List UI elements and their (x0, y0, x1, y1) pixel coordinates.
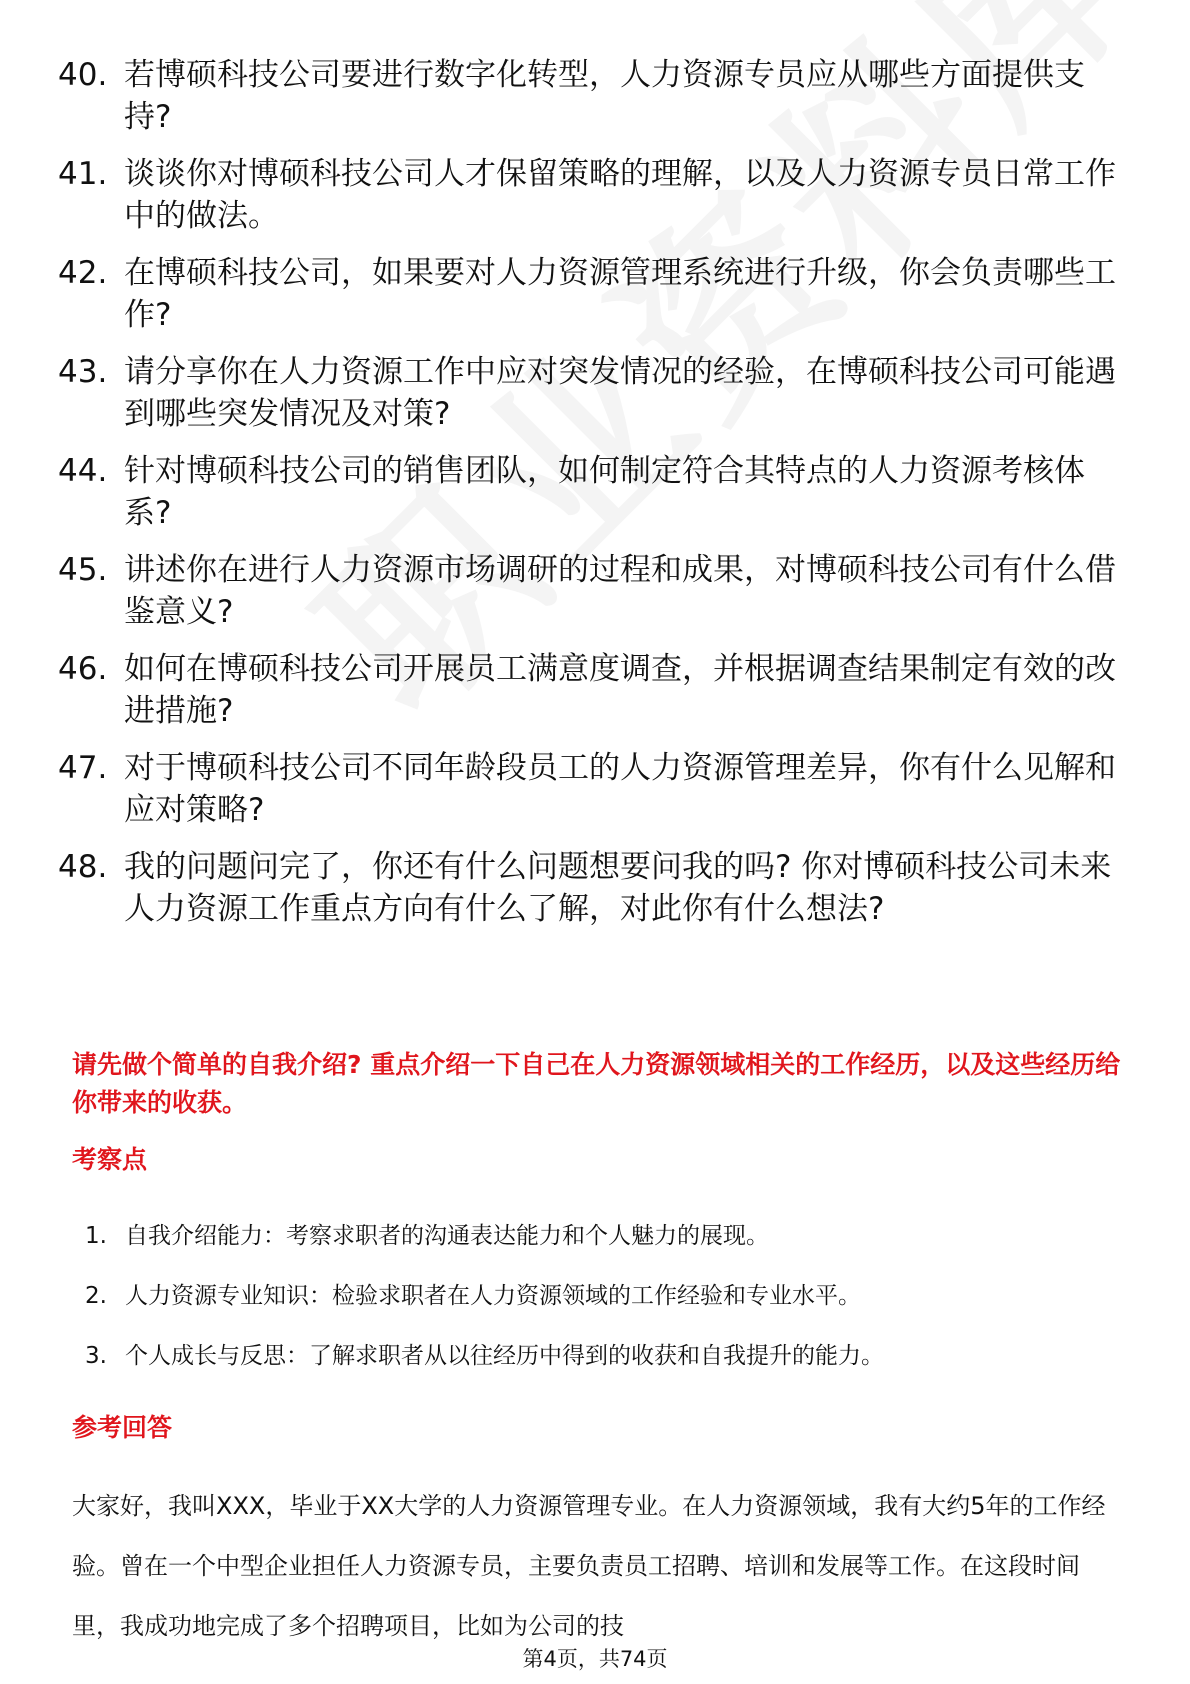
question-text: 针对博硕科技公司的销售团队，如何制定符合其特点的人力资源考核体系? (124, 453, 1085, 531)
question-number: 48. (58, 849, 108, 885)
question-number: 40. (58, 57, 108, 93)
question-item (58, 549, 1128, 633)
exam-point-text: 人力资源专业知识：检验求职者在人力资源领域的工作经验和专业水平。 (125, 1283, 861, 1309)
question-number: 43. (58, 354, 108, 390)
question-text: 我的问题问完了，你还有什么问题想要问我的吗? 你对博硕科技公司未来人力资源工作重点方向有什么了解，对此你有什么想法? (124, 849, 1112, 927)
exam-point-text: 个人成长与反思：了解求职者从以往经历中得到的收获和自我提升的能力。 (125, 1343, 884, 1369)
question-item (58, 648, 1128, 732)
question-text: 如何在博硕科技公司开展员工满意度调查，并根据调查结果制定有效的改进措施? (124, 651, 1116, 729)
question-item (58, 846, 1128, 930)
question-number: 44. (58, 453, 108, 489)
exam-points-title: 考察点 (72, 1145, 148, 1174)
question-number: 47. (58, 750, 108, 786)
question-text: 请分享你在人力资源工作中应对突发情况的经验，在博硕科技公司可能遇到哪些突发情况及对策? (124, 354, 1116, 432)
reference-answer-text: 大家好，我叫XXX，毕业于XX大学的人力资源管理专业。在人力资源领域，我有大约5年的工作经验。曾在一个中型企业担任人力资源专员，主要负责员工招聘、培训和发展等工作。在这段时间里，我成功地完成了多个招聘项目，比如为公司的技 (72, 1492, 1106, 1640)
question-text: 在博硕科技公司，如果要对人力资源管理系统进行升级，你会负责哪些工作? (124, 255, 1116, 333)
exam-point-text: 自我介绍能力：考察求职者的沟通表达能力和个人魅力的展现。 (125, 1223, 769, 1249)
question-text: 对于博硕科技公司不同年龄段员工的人力资源管理差异，你有什么见解和应对策略? (124, 750, 1116, 828)
question-list (58, 54, 1128, 945)
exam-point-item (85, 1280, 1135, 1312)
exam-point-number: 2. (85, 1283, 107, 1309)
question-item (58, 351, 1128, 435)
question-item (58, 450, 1128, 534)
question-number: 41. (58, 156, 108, 192)
question-item (58, 252, 1128, 336)
reference-answer-title: 参考回答 (72, 1413, 173, 1442)
question-number: 45. (58, 552, 108, 588)
question-item (58, 747, 1128, 831)
page-footer: 第4页，共74页 (522, 1647, 668, 1671)
question-number: 42. (58, 255, 108, 291)
question-text: 若博硕科技公司要进行数字化转型，人力资源专员应从哪些方面提供支持? (124, 57, 1085, 135)
exam-points-list (85, 1220, 1135, 1400)
exam-point-number: 3. (85, 1343, 107, 1369)
question-text: 谈谈你对博硕科技公司人才保留策略的理解，以及人力资源专员日常工作中的做法。 (124, 156, 1116, 234)
question-text: 讲述你在进行人力资源市场调研的过程和成果，对博硕科技公司有什么借鉴意义? (124, 552, 1116, 630)
exam-point-number: 1. (85, 1223, 107, 1249)
question-number: 46. (58, 651, 108, 687)
exam-point-item (85, 1220, 1135, 1252)
exam-point-item (85, 1340, 1135, 1372)
question-item (58, 54, 1128, 138)
featured-question: 请先做个简单的自我介绍? 重点介绍一下自己在人力资源领域相关的工作经历，以及这些经历给你带来的收获。 (72, 1050, 1121, 1117)
question-item (58, 153, 1128, 237)
